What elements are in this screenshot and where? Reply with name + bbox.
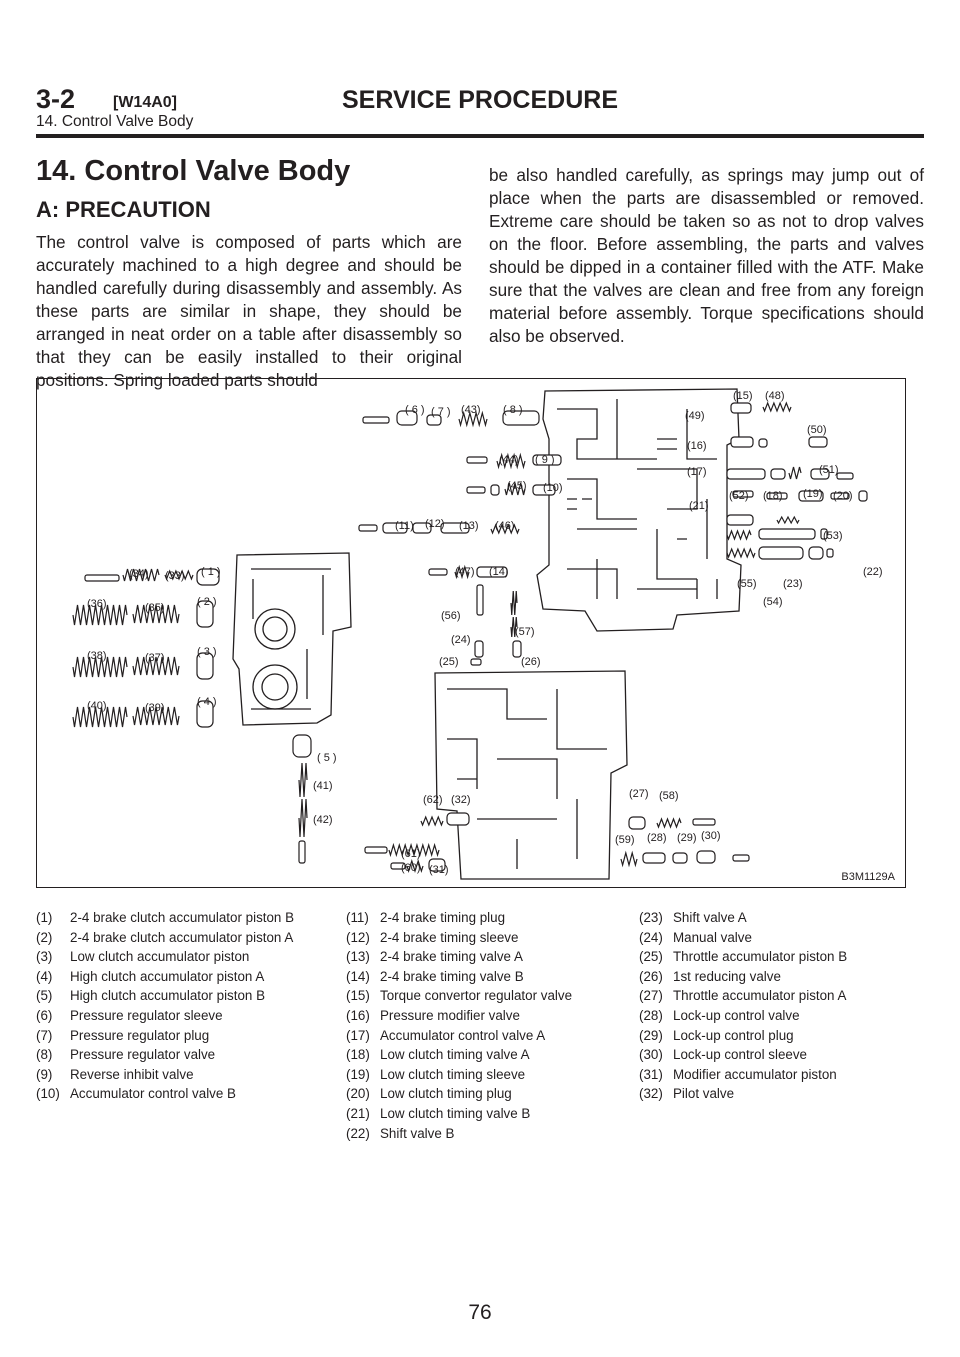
spring-part <box>789 467 801 479</box>
valve-part <box>771 469 785 479</box>
header-subtitle: 14. Control Valve Body <box>36 113 194 130</box>
legend-item-text: Reverse inhibit valve <box>70 1066 194 1082</box>
callout-label: (14) <box>489 566 509 578</box>
legend-item <box>346 928 636 948</box>
legend-item-text: Shift valve A <box>673 910 747 925</box>
legend-item-number: (32) <box>639 1086 663 1102</box>
legend-item <box>346 1006 636 1026</box>
valve-part <box>299 841 305 863</box>
upper-valve-body <box>537 389 741 631</box>
spring-part <box>727 531 751 539</box>
body-paragraph-left: The control valve is composed of parts which are accurately machined to a high degree and should be handled carefully during disassembly and assembly. As these parts are similar in shape, they should be arranged in neat order on a table after disassembly so that they can be easily installed to their original positions. Spring loaded parts should <box>36 232 462 390</box>
legend-item <box>346 1045 636 1065</box>
legend-item <box>36 1065 336 1085</box>
callout-label: (56) <box>441 610 461 622</box>
legend-item-number: (26) <box>639 968 663 984</box>
legend-item-text: 1st reducing valve <box>673 968 781 984</box>
legend-item-number: (1) <box>36 910 53 925</box>
legend-item <box>36 947 336 967</box>
valve-part <box>827 549 833 557</box>
legend-item <box>36 1084 336 1104</box>
callout-label: (36) <box>87 598 107 610</box>
legend-item-text: Low clutch timing sleeve <box>380 1066 526 1082</box>
legend-item-text: 2-4 brake timing valve B <box>380 968 524 984</box>
callout-label: (19) <box>803 488 823 500</box>
callout-label: (52) <box>729 490 749 502</box>
legend-item-text: Shift valve B <box>380 1125 455 1141</box>
callout-label: ( 4 ) <box>197 696 217 708</box>
callout-label: ( 8 ) <box>503 404 523 416</box>
callout-label: (35) <box>145 602 165 614</box>
legend-item-text: High clutch accumulator piston A <box>70 968 265 984</box>
callout-label: (47) <box>455 566 475 578</box>
page-number: 76 <box>468 1301 492 1324</box>
callout-label: ( 2 ) <box>197 596 217 608</box>
callout-label: (48) <box>765 390 785 402</box>
valve-part <box>697 851 715 863</box>
legend-item-text: Low clutch timing valve A <box>380 1047 530 1063</box>
callout-label: (55) <box>737 578 757 590</box>
legend-item <box>639 928 929 948</box>
legend-item-number: (7) <box>36 1027 53 1043</box>
legend-item <box>36 986 336 1006</box>
callout-label: (50) <box>807 424 827 436</box>
callout-label: (23) <box>783 578 803 590</box>
callout-label: (45) <box>507 480 527 492</box>
valve-part <box>727 469 765 479</box>
legend-item-number: (10) <box>36 1086 60 1102</box>
callout-label: (18) <box>763 490 783 502</box>
callout-label: (61) <box>401 848 421 860</box>
callout-label: ( 7 ) <box>431 406 451 418</box>
legend-item-text: Accumulator control valve A <box>380 1027 546 1043</box>
legend-item-number: (29) <box>639 1027 663 1043</box>
callout-label: ( 1 ) <box>201 566 221 578</box>
callout-label: (16) <box>687 440 707 452</box>
spring-part <box>727 549 755 557</box>
valve-part <box>837 473 853 479</box>
legend-item <box>639 1006 929 1026</box>
callout-label: (59) <box>615 834 635 846</box>
spring-part <box>621 853 637 865</box>
legend-item-number: (8) <box>36 1047 53 1063</box>
callout-label: (17) <box>687 466 707 478</box>
callout-label: (31) <box>429 864 449 876</box>
legend-item-number: (13) <box>346 949 370 965</box>
legend-item-number: (27) <box>639 988 663 1004</box>
legend-item-text: Throttle accumulator piston B <box>673 949 848 965</box>
legend-item-text: 2-4 brake clutch accumulator piston B <box>70 910 295 925</box>
valve-part <box>475 641 483 657</box>
callout-label: (38) <box>87 650 107 662</box>
legend-item-number: (28) <box>639 1007 663 1023</box>
legend-item <box>346 1104 636 1124</box>
legend-item-number: (23) <box>639 910 663 925</box>
legend-item-text: Pressure regulator plug <box>70 1027 210 1043</box>
legend-item-number: (14) <box>346 968 370 984</box>
spring-part <box>777 517 799 523</box>
valve-part <box>365 847 387 853</box>
callout-label: (12) <box>425 518 445 530</box>
header-section-number: 3-2 <box>36 84 76 114</box>
callout-label: ( 9 ) <box>535 454 555 466</box>
exploded-view-drawing <box>37 379 905 887</box>
callout-label: (44) <box>499 454 519 466</box>
legend-item-text: Lock-up control plug <box>673 1027 794 1043</box>
legend-item-text: Lock-up control valve <box>673 1007 800 1023</box>
callout-label: (11) <box>395 520 414 532</box>
legend-item-text: High clutch accumulator piston B <box>70 988 266 1004</box>
valve-part <box>447 813 469 825</box>
legend-item <box>36 1006 336 1026</box>
legend-item <box>639 967 929 987</box>
header-title: SERVICE PROCEDURE <box>342 86 618 114</box>
valve-part <box>629 817 645 829</box>
valve-part <box>467 457 487 463</box>
callout-label: (42) <box>313 814 333 826</box>
legend-item-number: (4) <box>36 968 53 984</box>
legend-item-text: Pressure regulator sleeve <box>70 1007 223 1023</box>
callout-label: (32) <box>451 794 471 806</box>
callout-label: (30) <box>701 830 721 842</box>
legend-item <box>36 928 336 948</box>
callout-label: (57) <box>515 626 535 638</box>
valve-part <box>733 855 749 861</box>
legend-item-text: 2-4 brake timing plug <box>380 910 506 925</box>
legend-item-number: (11) <box>346 910 369 925</box>
legend-item-number: (16) <box>346 1007 370 1023</box>
header-code: [W14A0] <box>113 94 178 111</box>
callout-label: (51) <box>819 464 839 476</box>
callout-label: (13) <box>459 520 479 532</box>
legend-item-number: (24) <box>639 929 663 945</box>
legend-item-text: Throttle accumulator piston A <box>673 988 847 1004</box>
valve-part <box>759 529 815 539</box>
valve-part <box>643 853 665 863</box>
legend-item <box>346 947 636 967</box>
valve-part <box>467 487 485 493</box>
callout-label: (34) <box>129 568 149 580</box>
legend-item-text: Low clutch timing valve B <box>380 1105 531 1121</box>
legend-item-text: Low clutch accumulator piston <box>70 949 250 965</box>
section-title: 14. Control Valve Body <box>36 155 351 187</box>
callout-label: (28) <box>647 832 667 844</box>
callout-label: (20) <box>833 490 853 502</box>
legend-item-number: (17) <box>346 1027 370 1043</box>
callout-label: (53) <box>823 530 843 542</box>
spring-part <box>299 763 307 797</box>
valve-part <box>85 575 119 581</box>
legend-column-3 <box>639 908 929 1104</box>
valve-part <box>727 515 753 525</box>
legend-item-text: Accumulator control valve B <box>70 1086 236 1102</box>
legend-item <box>346 908 636 928</box>
spring-part <box>763 403 791 411</box>
valve-part <box>477 585 483 615</box>
callout-label: (41) <box>313 780 333 792</box>
legend-item-number: (19) <box>346 1066 370 1082</box>
valve-part <box>731 437 753 447</box>
legend-item <box>346 967 636 987</box>
callout-label: (62) <box>423 794 443 806</box>
legend-item-number: (31) <box>639 1066 663 1082</box>
callout-label: ( 6 ) <box>405 404 425 416</box>
legend-item-number: (30) <box>639 1047 663 1063</box>
valve-part <box>731 403 751 413</box>
callout-label: (21) <box>689 500 709 512</box>
callout-label: (43) <box>461 404 481 416</box>
legend-item-text: Torque convertor regulator valve <box>380 988 573 1004</box>
legend-item-number: (22) <box>346 1125 370 1141</box>
valve-part <box>759 547 803 559</box>
legend-item-number: (21) <box>346 1105 370 1121</box>
callout-label: (40) <box>87 700 107 712</box>
legend-item <box>639 1026 929 1046</box>
callout-label: ( 3 ) <box>197 646 217 658</box>
callout-label: (25) <box>439 656 459 668</box>
valve-part <box>759 439 767 447</box>
legend-item-number: (25) <box>639 949 663 965</box>
valve-part <box>809 437 827 447</box>
legend-item-number: (12) <box>346 929 370 945</box>
legend-item <box>639 1084 929 1104</box>
callout-label: (54) <box>763 596 783 608</box>
legend-item-text: Pressure regulator valve <box>70 1047 216 1063</box>
exploded-view-figure <box>36 378 906 888</box>
legend-item-number: (3) <box>36 949 53 965</box>
legend-item <box>36 908 336 928</box>
callout-label: (29) <box>677 832 697 844</box>
figure-code: B3M1129A <box>841 871 895 883</box>
header-rule <box>36 134 924 138</box>
callout-label: (39) <box>145 702 165 714</box>
section-subtitle: A: PRECAUTION <box>36 197 211 222</box>
legend-item-number: (5) <box>36 988 53 1004</box>
legend-item <box>639 908 929 928</box>
callout-label: (46) <box>495 520 515 532</box>
callout-label: (37) <box>145 652 165 664</box>
legend-item <box>346 1065 636 1085</box>
valve-part <box>429 569 447 575</box>
valve-part <box>513 641 521 657</box>
valve-part <box>859 491 867 501</box>
valve-part <box>673 853 687 863</box>
legend-item <box>346 1026 636 1046</box>
body-paragraph-right: be also handled carefully, as springs may jump out of place when the parts are disassembled or removed. Extreme care should be taken so as not to drop valves on the floor. Before assembling, the parts and valves should be dipped in a container filled with the ATF. Make sure that the valves are clean and free from any foreign material before assembly. Torque specifications should also be observed. <box>489 165 924 346</box>
legend-item <box>639 1045 929 1065</box>
valve-part <box>363 417 389 423</box>
legend-item <box>346 1124 636 1144</box>
spring-part <box>511 591 517 615</box>
valve-part <box>491 485 499 495</box>
valve-part <box>693 819 715 825</box>
callout-label: (58) <box>659 790 679 802</box>
callout-label: (22) <box>863 566 883 578</box>
legend-item-text: Pressure modifier valve <box>380 1007 520 1023</box>
legend-item <box>346 986 636 1006</box>
legend-item <box>346 1084 636 1104</box>
watermark: carmanualsonline.info <box>811 1334 944 1348</box>
callout-label: (24) <box>451 634 471 646</box>
legend-item-number: (15) <box>346 988 370 1004</box>
valve-part <box>359 525 377 531</box>
legend-item <box>36 1026 336 1046</box>
legend-item-number: (2) <box>36 929 53 945</box>
legend-item-number: (9) <box>36 1066 53 1082</box>
spring-part <box>421 817 443 825</box>
legend-item <box>639 1065 929 1085</box>
legend-item <box>36 1045 336 1065</box>
callout-label: (15) <box>733 390 753 402</box>
legend-item-number: (6) <box>36 1007 53 1023</box>
legend-item-text: Lock-up control sleeve <box>673 1047 807 1063</box>
lower-valve-body <box>435 671 627 879</box>
callout-label: (33) <box>165 570 185 582</box>
callout-label: (49) <box>685 410 705 422</box>
legend-item-text: 2-4 brake timing sleeve <box>380 929 519 945</box>
legend-item-text: Manual valve <box>673 929 752 945</box>
legend-item-text: Modifier accumulator piston <box>673 1066 837 1082</box>
legend-item-text: Pilot valve <box>673 1086 735 1102</box>
legend-item-text: 2-4 brake clutch accumulator piston A <box>70 929 294 945</box>
callout-label: ( 5 ) <box>317 752 337 764</box>
legend-item <box>639 947 929 967</box>
legend-column-1 <box>36 908 336 1104</box>
spring-part <box>657 819 681 827</box>
spring-part <box>299 799 307 837</box>
callout-label: (26) <box>521 656 541 668</box>
callout-label: (60) <box>401 862 421 874</box>
callout-label: (10) <box>543 482 563 494</box>
legend-item-text: Low clutch timing plug <box>380 1086 512 1102</box>
legend-item-number: (18) <box>346 1047 370 1063</box>
legend-item <box>639 986 929 1006</box>
legend-item-text: 2-4 brake timing valve A <box>380 949 523 965</box>
valve-part <box>471 659 481 665</box>
valve-part <box>809 547 823 559</box>
legend-item <box>36 967 336 987</box>
legend-column-2 <box>346 908 636 1143</box>
legend-item-number: (20) <box>346 1086 370 1102</box>
callout-label: (27) <box>629 788 649 800</box>
piston-part <box>293 735 311 757</box>
